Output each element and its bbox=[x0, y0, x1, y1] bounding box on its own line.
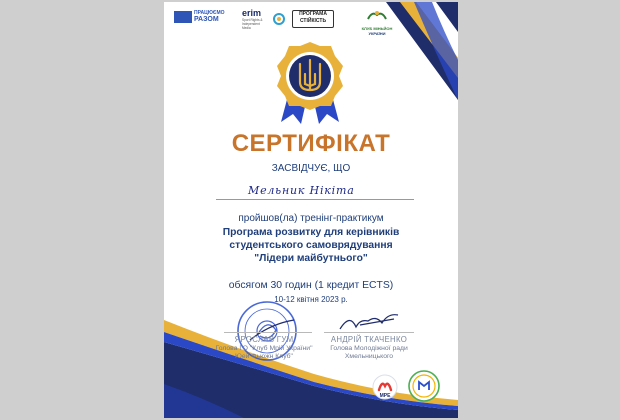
eu-logo bbox=[172, 8, 232, 36]
course-volume: обсягом 30 годин (1 кредит ECTS) bbox=[228, 280, 394, 291]
signature-icon bbox=[336, 309, 406, 333]
club-logo-icon bbox=[366, 9, 388, 21]
signature-line-left bbox=[224, 332, 312, 333]
erim-logo-text: erim bbox=[242, 8, 262, 18]
recipient-name: Мельник Нікіта bbox=[248, 184, 355, 197]
course-dates: 10-12 квітня 2023 р. bbox=[274, 295, 348, 304]
club-logo-line1: КЛУБ МІНЬЙОН bbox=[361, 26, 393, 31]
name-underline bbox=[216, 199, 414, 200]
eu-logo-line2: РАЗОМ bbox=[194, 16, 219, 23]
erim-logo-subtitle: Sport Rights & Independent Media bbox=[242, 18, 263, 30]
certificate-page bbox=[164, 2, 458, 418]
program-title-line-3: "Лідери майбутнього" bbox=[254, 253, 368, 264]
program-title-line-1: Програма розвитку для керівників bbox=[222, 227, 400, 238]
trident-medal-icon bbox=[275, 40, 345, 126]
program-title-line-2: студентського самоврядування bbox=[229, 240, 393, 251]
signature-line-right bbox=[324, 332, 414, 333]
signatory-right bbox=[310, 336, 428, 362]
signatory-right-name: АНДРІЙ ТКАЧЕНКО bbox=[330, 335, 408, 344]
program-title bbox=[164, 226, 458, 265]
youth-council-logo-icon bbox=[408, 370, 440, 402]
program-logo-line1: ПРОГРАМА bbox=[299, 11, 327, 17]
signatory-left-name: ЯРОСЛАВ ГУМ bbox=[234, 335, 294, 344]
eu-flag-icon bbox=[174, 11, 192, 23]
signatory-left-role-1: Голова ГО "Клуб Мрій України" bbox=[215, 344, 313, 352]
certifies-text: ЗАСВІДЧУЄ, ЩО bbox=[271, 163, 351, 174]
mre-logo-text: МРЕ bbox=[379, 393, 391, 399]
ring-logo-icon bbox=[272, 12, 286, 26]
certificate-title: СЕРТИФІКАТ bbox=[231, 130, 391, 157]
signatory-right-role-1: Голова Молодіжної ради bbox=[330, 344, 408, 352]
eu-logo-line1: ПРАЦЮЄМО bbox=[194, 10, 225, 16]
mre-logo-icon bbox=[372, 374, 398, 400]
signatory-right-role-2: Хмельницького bbox=[344, 353, 394, 361]
club-logo-line2: УКРАЇНИ bbox=[368, 31, 386, 36]
erim-logo bbox=[242, 8, 268, 36]
completed-text: пройшов(ла) тренінг-практикум bbox=[238, 213, 384, 224]
header-logos bbox=[172, 8, 452, 38]
program-logo bbox=[292, 10, 334, 28]
program-logo-line2: СТІЙКІСТЬ bbox=[299, 18, 327, 24]
club-logo bbox=[347, 8, 407, 36]
signatory-left-role-2: Юей Фьюжн Клуб" bbox=[235, 353, 293, 361]
